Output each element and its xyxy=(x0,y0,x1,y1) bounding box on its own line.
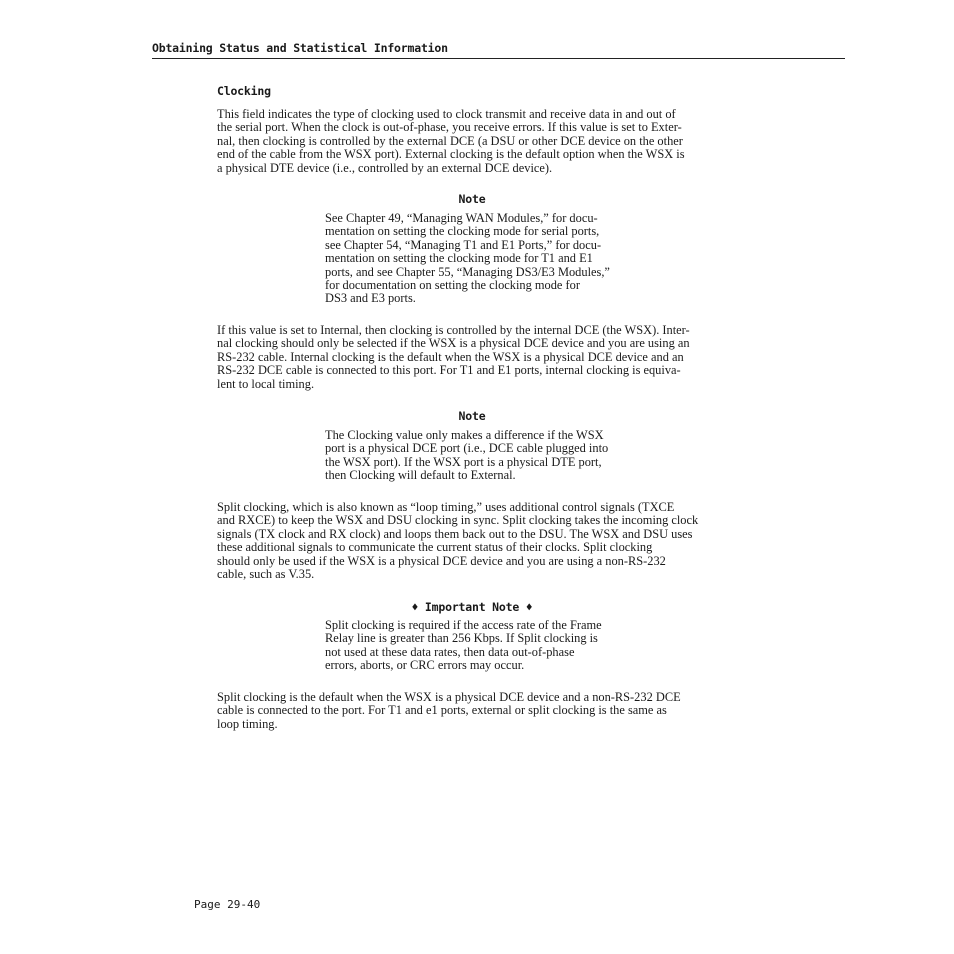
text-line: errors, aborts, or CRC errors may occur. xyxy=(325,658,525,673)
important-note-label: ♦ Important Note ♦ xyxy=(411,600,533,614)
note-body xyxy=(325,429,645,483)
note-label: Note xyxy=(458,192,486,206)
text-line: end of the cable from the WSX port). External clocking is the default option when the WSX is xyxy=(217,147,685,162)
text-line: ports, and see Chapter 55, “Managing DS3/E3 Modules,” xyxy=(325,264,610,279)
text-line: lent to local timing. xyxy=(217,376,315,391)
paragraph-clocking-intro xyxy=(217,108,757,175)
header-rule xyxy=(152,58,845,59)
text-line: nal clocking should only be selected if the WSX is a physical DCE device and you are using an xyxy=(217,336,690,351)
text-line: cable, such as V.35. xyxy=(217,567,315,582)
text-line: signals (TX clock and RX clock) and loops them back out to the DSU. The WSX and DSU uses xyxy=(217,526,693,541)
text-line: RS-232 cable. Internal clocking is the default when the WSX is a physical DCE device and an xyxy=(217,349,684,364)
text-line: mentation on setting the clocking mode for serial ports, xyxy=(325,224,600,239)
text-line: RS-232 DCE cable is connected to this port. For T1 and E1 ports, internal clocking is equiva- xyxy=(217,363,681,378)
text-line: Relay line is greater than 256 Kbps. If Split clocking is xyxy=(325,631,598,646)
text-line: Split clocking, which is also known as “loop timing,” uses additional control signals (TXCE xyxy=(217,500,675,514)
text-line: then Clocking will default to External. xyxy=(325,468,516,483)
text-line: the WSX port). If the WSX port is a physical DTE port, xyxy=(325,454,602,469)
text-line: see Chapter 54, “Managing T1 and E1 Ports,” for docu- xyxy=(325,237,602,252)
text-line: Split clocking is the default when the WSX is a physical DCE device and a non-RS-232 DCE xyxy=(217,690,681,704)
text-line: should only be used if the WSX is a physical DCE device and you are using a non-RS-232 xyxy=(217,553,666,568)
text-line: a physical DTE device (i.e., controlled by an external DCE device). xyxy=(217,160,553,175)
text-line: nal, then clocking is controlled by the external DCE (a DSU or other DCE device on the other xyxy=(217,133,683,148)
section-heading: Clocking xyxy=(217,84,271,98)
important-note-body xyxy=(325,619,645,673)
text-line: for documentation on setting the clocking mode for xyxy=(325,278,580,293)
running-header: Obtaining Status and Statistical Information xyxy=(152,41,448,55)
note-label: Note xyxy=(458,409,486,423)
text-line: See Chapter 49, “Managing WAN Modules,” for docu- xyxy=(325,211,598,225)
text-line: port is a physical DCE port (i.e., DCE cable plugged into xyxy=(325,441,609,456)
text-line: DS3 and E3 ports. xyxy=(325,291,416,306)
paragraph-split-default xyxy=(217,691,757,731)
text-line: This field indicates the type of clocking used to clock transmit and receive data in and out of xyxy=(217,107,676,121)
text-line: cable is connected to the port. For T1 and e1 ports, external or split clocking is the same as xyxy=(217,703,667,718)
paragraph-internal-clocking xyxy=(217,324,757,391)
paragraph-split-clocking xyxy=(217,501,757,581)
text-line: and RXCE) to keep the WSX and DSU clocking in sync. Split clocking takes the incoming clock xyxy=(217,513,699,528)
page-number: Page 29-40 xyxy=(194,898,261,911)
text-line: not used at these data rates, then data out-of-phase xyxy=(325,644,575,659)
text-line: loop timing. xyxy=(217,716,278,731)
text-line: If this value is set to Internal, then clocking is controlled by the internal DCE (the WSX). Inter- xyxy=(217,323,690,337)
text-line: these additional signals to communicate the current status of their clocks. Split clocking xyxy=(217,540,653,555)
note-body xyxy=(325,212,645,306)
text-line: The Clocking value only makes a difference if the WSX xyxy=(325,428,604,442)
text-line: mentation on setting the clocking mode for T1 and E1 xyxy=(325,251,593,266)
text-line: Split clocking is required if the access rate of the Frame xyxy=(325,618,602,632)
text-line: the serial port. When the clock is out-of-phase, you receive errors. If this value is set to Exter- xyxy=(217,120,682,135)
